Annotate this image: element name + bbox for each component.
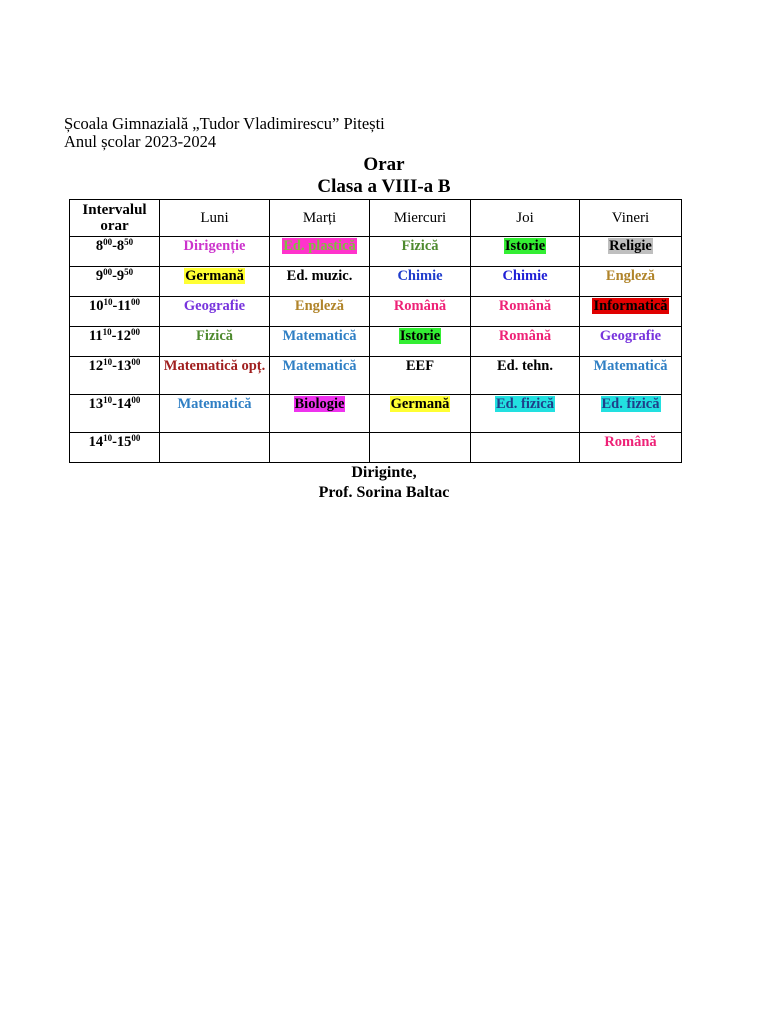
signature-role: Diriginte, xyxy=(351,464,417,481)
header-thursday: Joi xyxy=(471,200,580,237)
header-friday: Vineri xyxy=(580,200,682,237)
subject-name: Ed. fizică xyxy=(601,396,660,412)
time-end-hour: 13 xyxy=(116,358,132,374)
subject-name: Biologie xyxy=(294,396,345,412)
time-end-hour: 15 xyxy=(116,434,132,450)
time-start-hour: 14 xyxy=(88,434,104,450)
subject-name xyxy=(524,434,526,450)
subject-cell-thursday xyxy=(471,297,580,327)
subject-name: Chimie xyxy=(502,268,548,284)
subject-name: Germană xyxy=(185,268,244,284)
school-year: Anul școlar 2023-2024 xyxy=(64,132,217,151)
subject-name: Ed. plastică xyxy=(283,238,356,254)
subject-cell-friday xyxy=(580,395,682,433)
subject-cell-wednesday xyxy=(370,267,471,297)
document-header xyxy=(64,115,385,151)
subject-cell-tuesday xyxy=(270,327,370,357)
signature-name: Prof. Sorina Baltac xyxy=(318,484,450,501)
subject-cell-friday xyxy=(580,237,682,267)
time-end-minutes: 50 xyxy=(124,237,134,247)
subject-name: Germană xyxy=(390,396,450,412)
timetable xyxy=(69,199,682,463)
time-start-hour: 12 xyxy=(88,358,104,374)
time-start-minutes: 00 xyxy=(103,267,113,277)
header-interval: Intervalul orar xyxy=(70,200,160,237)
time-separator: - xyxy=(112,434,117,450)
time-start-minutes: 10 xyxy=(103,433,113,443)
table-row xyxy=(70,267,682,297)
subject-name: Matematică xyxy=(282,328,357,344)
time-separator: - xyxy=(112,396,117,412)
document-titles xyxy=(0,154,768,198)
subject-name: Fizică xyxy=(401,238,439,254)
time-end-hour: 11 xyxy=(117,298,132,314)
subject-name: Geografie xyxy=(183,298,246,314)
subject-cell-friday xyxy=(580,327,682,357)
subject-name: Engleză xyxy=(605,268,656,284)
subject-cell-monday xyxy=(160,433,270,463)
time-interval-cell xyxy=(70,237,160,267)
subject-cell-wednesday xyxy=(370,395,471,433)
time-interval-cell xyxy=(70,433,160,463)
time-end-minutes: 00 xyxy=(131,327,141,337)
subject-cell-thursday xyxy=(471,237,580,267)
subject-cell-thursday xyxy=(471,357,580,395)
time-start-minutes: 00 xyxy=(103,237,113,247)
time-end-minutes: 50 xyxy=(124,267,134,277)
subject-name xyxy=(419,434,421,450)
subject-name: Română xyxy=(498,328,552,344)
subject-name: Ed. tehn. xyxy=(496,358,553,374)
subject-cell-tuesday xyxy=(270,433,370,463)
subject-name: Matematică xyxy=(282,358,357,374)
header-wednesday: Miercuri xyxy=(370,200,471,237)
subject-cell-wednesday xyxy=(370,237,471,267)
time-start-hour: 13 xyxy=(88,396,104,412)
time-start-hour: 8 xyxy=(95,238,104,254)
subject-cell-wednesday xyxy=(370,327,471,357)
time-end-hour: 14 xyxy=(116,396,132,412)
time-interval-cell xyxy=(70,267,160,297)
subject-cell-thursday xyxy=(471,433,580,463)
subject-name: Ed. muzic. xyxy=(286,268,353,284)
subject-cell-monday xyxy=(160,237,270,267)
time-separator: - xyxy=(111,328,117,344)
subject-name xyxy=(214,434,216,450)
subject-cell-friday xyxy=(580,297,682,327)
page-title: Orar xyxy=(363,154,405,175)
time-interval-cell xyxy=(70,327,160,357)
subject-name: Ed. fizică xyxy=(496,396,554,412)
subject-name: Informatică xyxy=(593,298,668,314)
subject-name: Matematică opț. xyxy=(163,358,266,374)
time-start-minutes: 10 xyxy=(103,395,113,405)
subject-cell-friday xyxy=(580,433,682,463)
subject-cell-monday xyxy=(160,357,270,395)
time-interval-cell xyxy=(70,357,160,395)
subject-cell-tuesday xyxy=(270,267,370,297)
time-end-minutes: 00 xyxy=(131,433,141,443)
subject-name: EEF xyxy=(405,358,435,374)
subject-name: Română xyxy=(604,434,657,450)
table-row xyxy=(70,297,682,327)
timetable-header-row xyxy=(70,200,682,237)
subject-cell-thursday xyxy=(471,395,580,433)
subject-cell-tuesday xyxy=(270,297,370,327)
signature-block xyxy=(0,463,768,503)
time-start-minutes: 10 xyxy=(102,327,112,337)
time-end-hour: 8 xyxy=(116,238,125,254)
time-separator: - xyxy=(112,238,117,254)
time-start-minutes: 10 xyxy=(103,297,113,307)
subject-name: Matematică xyxy=(593,358,668,374)
subject-name: Matematică xyxy=(177,396,252,412)
time-interval-cell xyxy=(70,297,160,327)
time-interval-cell xyxy=(70,395,160,433)
time-start-hour: 10 xyxy=(88,298,104,314)
time-end-minutes: 00 xyxy=(131,297,141,307)
table-row xyxy=(70,433,682,463)
subject-name: Fizică xyxy=(195,328,234,344)
subject-cell-wednesday xyxy=(370,297,471,327)
time-end-minutes: 00 xyxy=(131,395,141,405)
subject-name: Religie xyxy=(609,238,652,254)
time-end-minutes: 00 xyxy=(131,357,141,367)
time-end-hour: 9 xyxy=(116,268,125,284)
school-name: Școala Gimnazială „Tudor Vladimirescu” Pitești xyxy=(64,114,385,133)
time-start-hour: 9 xyxy=(95,268,104,284)
subject-name xyxy=(319,434,321,450)
subject-name: Engleză xyxy=(294,298,345,314)
time-separator: - xyxy=(112,268,117,284)
subject-cell-wednesday xyxy=(370,357,471,395)
subject-cell-tuesday xyxy=(270,237,370,267)
subject-cell-monday xyxy=(160,395,270,433)
subject-cell-tuesday xyxy=(270,395,370,433)
subject-cell-thursday xyxy=(471,327,580,357)
subject-cell-monday xyxy=(160,327,270,357)
time-separator: - xyxy=(112,358,117,374)
subject-cell-thursday xyxy=(471,267,580,297)
table-row xyxy=(70,395,682,433)
subject-name: Istorie xyxy=(399,328,441,344)
subject-name: Geografie xyxy=(599,328,662,344)
header-tuesday: Marți xyxy=(270,200,370,237)
subject-cell-tuesday xyxy=(270,357,370,395)
subject-name: Dirigenție xyxy=(183,238,246,254)
subject-cell-friday xyxy=(580,357,682,395)
time-start-hour: 11 xyxy=(88,328,103,344)
subject-cell-friday xyxy=(580,267,682,297)
subject-name: Istorie xyxy=(504,238,546,254)
subject-name: Română xyxy=(498,298,552,314)
subject-cell-wednesday xyxy=(370,433,471,463)
time-end-hour: 12 xyxy=(116,328,132,344)
class-subtitle: Clasa a VIII-a B xyxy=(317,176,451,197)
time-separator: - xyxy=(112,298,118,314)
table-row xyxy=(70,357,682,395)
subject-name: Română xyxy=(393,298,447,314)
subject-name: Chimie xyxy=(397,268,443,284)
header-monday: Luni xyxy=(160,200,270,237)
subject-cell-monday xyxy=(160,267,270,297)
subject-cell-monday xyxy=(160,297,270,327)
time-start-minutes: 10 xyxy=(103,357,113,367)
table-row xyxy=(70,327,682,357)
table-row xyxy=(70,237,682,267)
